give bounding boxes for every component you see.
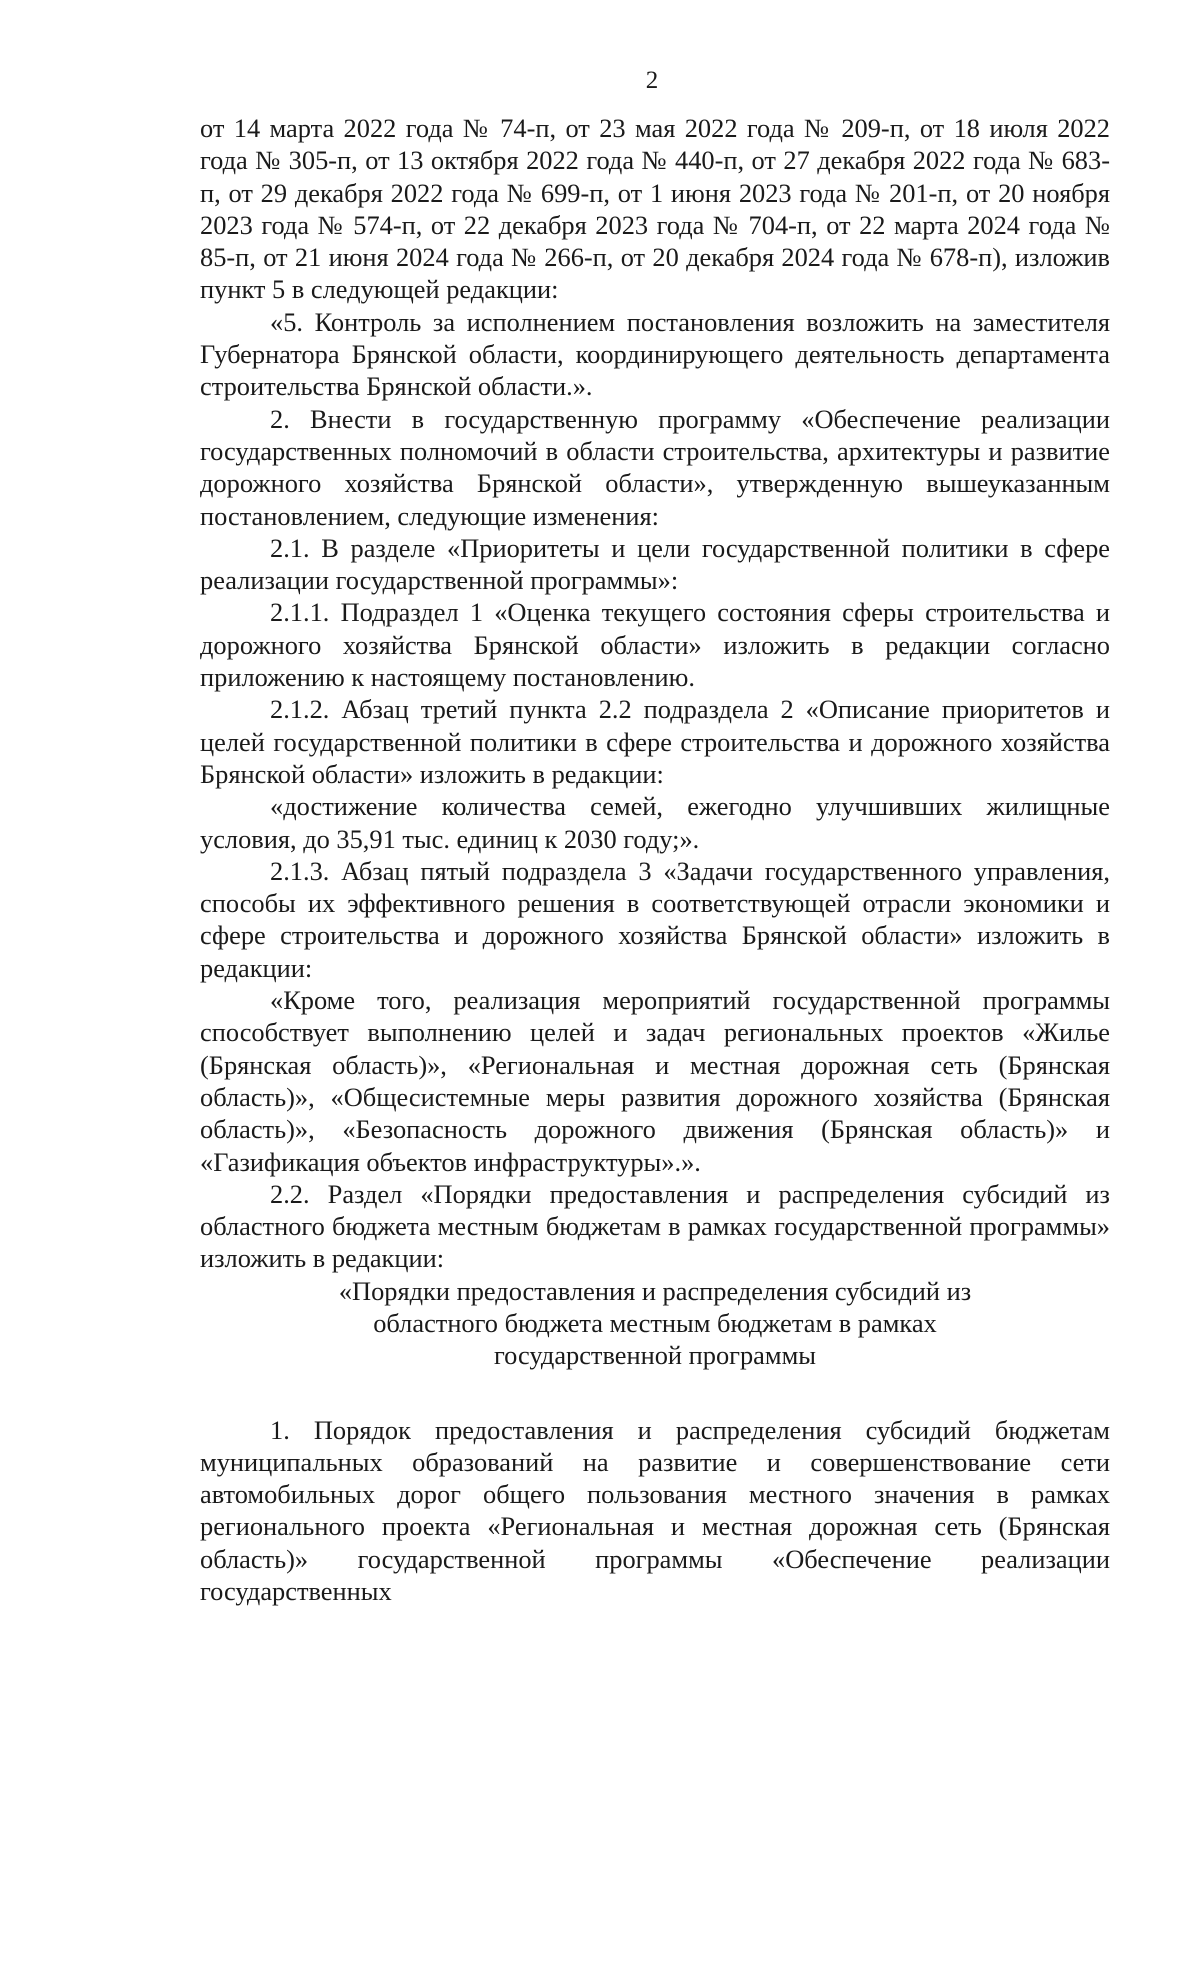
paragraph-item-2-2: 2.2. Раздел «Порядки предоставления и распределения субсидий из областного бюджета местным бюджетам в рамках государственной программы» изложить в редакции: — [200, 1178, 1110, 1274]
paragraph-order-1: 1. Порядок предоставления и распределения субсидий бюджетам муниципальных образований на развитие и совершенствование сети автомобильных дорог общего пользования местного значения в рамках регионального проекта «Региональная и местная дорожная сеть (Брянская область)» государственной программы «Обеспечение реализации государственных — [200, 1414, 1110, 1607]
paragraph-amendments-list: от 14 марта 2022 года № 74-п, от 23 мая 2022 года № 209-п, от 18 июля 2022 года № 305-п, от 13 октября 2022 года № 440-п, от 27 декабря 2022 года № 683-п, от 29 декабря 2022 года № 699-п, от 1 июня 2023 года № 201-п, от 20 ноября 2023 года № 574-п, от 22 декабря 2023 года № 704-п, от 22 марта 2024 года № 85-п, от 21 июня 2024 года № 266-п, от 20 декабря 2024 года № 678-п), изложив пункт 5 в следующей редакции: — [200, 113, 1110, 305]
section-heading: «Порядки предоставления и распределения субсидий из областного бюджета местным бюджетам в рамках государственной программы — [338, 1275, 972, 1371]
page-number: 2 — [645, 67, 659, 94]
paragraph-item-2-1-3: 2.1.3. Абзац пятый подраздела 3 «Задачи государственного управления, способы их эффективного решения в соответствующей отрасли экономики и сфере строительства и дорожного хозяйства Брянской области» изложить в редакции: — [200, 855, 1110, 983]
paragraph-quote-projects: «Кроме того, реализация мероприятий государственной программы способствует выполнению целей и задач региональных проектов «Жилье (Брянская область)», «Региональная и местная дорожная сеть (Брянская область)», «Общесистемные меры развития дорожного хозяйства (Брянская область)», «Безопасность дорожного движения (Брянская область)» и «Газификация объектов инфраструктуры».». — [200, 985, 1110, 1177]
paragraph-item-2: 2. Внести в государственную программу «Обеспечение реализации государственных полномочий в области строительства, архитектуры и развитие дорожного хозяйства Брянской области», утвержденную вышеуказанным постановлением, следующие изменения: — [200, 403, 1110, 531]
document-body — [200, 112, 1110, 1607]
paragraph-point-5: «5. Контроль за исполнением постановления возложить на заместителя Губернатора Брянской области, координирующего деятельность департамента строительства Брянской области.». — [200, 306, 1110, 402]
paragraph-item-2-1-1: 2.1.1. Подраздел 1 «Оценка текущего состояния сферы строительства и дорожного хозяйства Брянской области» изложить в редакции согласно приложению к настоящему постановлению. — [200, 597, 1110, 693]
paragraph-item-2-1-2: 2.1.2. Абзац третий пункта 2.2 подраздела 2 «Описание приоритетов и целей государственной политики в сфере строительства и дорожного хозяйства Брянской области» изложить в редакции: — [200, 694, 1110, 789]
paragraph-item-2-1: 2.1. В разделе «Приоритеты и цели государственной политики в сфере реализации государственной программы»: — [200, 532, 1110, 596]
paragraph-quote-families: «достижение количества семей, ежегодно улучшивших жилищные условия, до 35,91 тыс. единиц к 2030 году;». — [200, 791, 1110, 854]
